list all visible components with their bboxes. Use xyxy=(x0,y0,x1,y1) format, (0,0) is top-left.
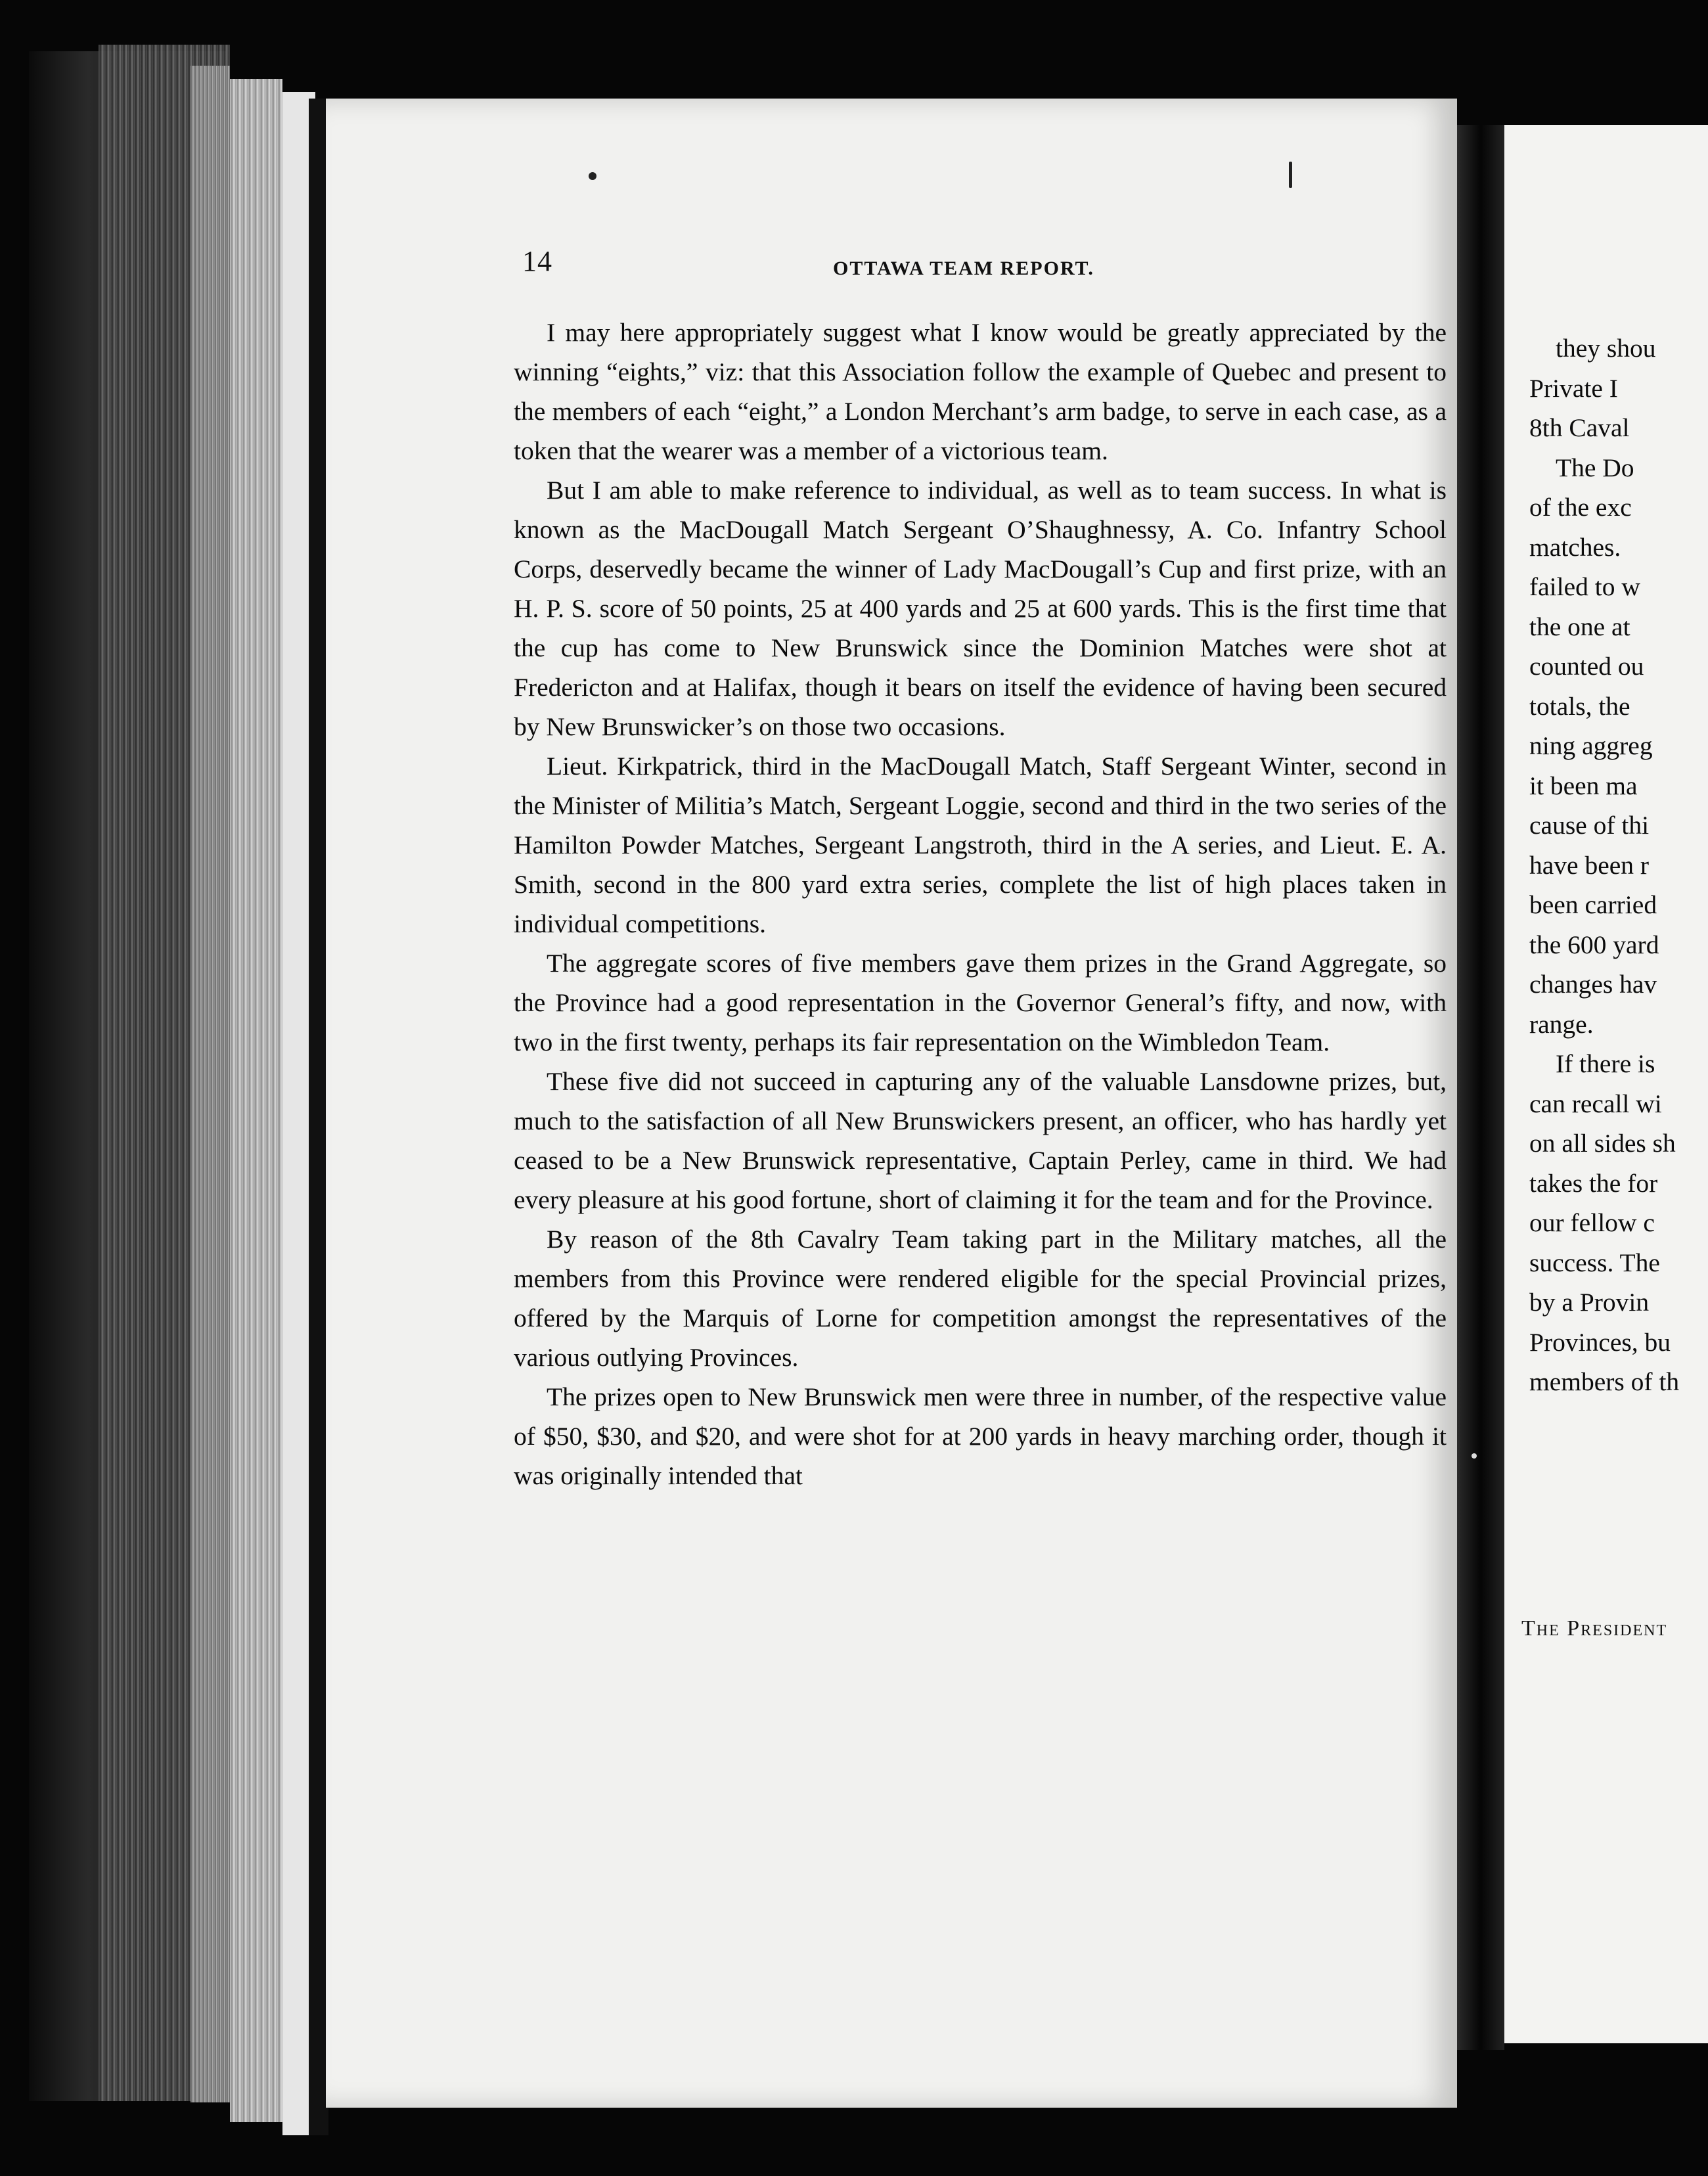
facing-page-text xyxy=(1529,329,1708,1402)
facing-line: range. xyxy=(1529,1009,1594,1039)
facing-line: If there is xyxy=(1556,1049,1655,1078)
facing-page-heading: The President xyxy=(1521,1616,1668,1641)
facing-line: can recall wi xyxy=(1529,1089,1662,1118)
facing-line: totals, the xyxy=(1529,691,1630,721)
paragraph: These five did not succeed in capturing any of the valuable Lansdowne prizes, but, much to the satisfaction of all New Brunswickers present, an officer, who has hardly yet ceased to be a New Brunswick representative, Captain Perley, came in third. We had every pleasure at his good fortune, short of claiming it for the team and for the Province. xyxy=(514,1067,1447,1214)
facing-line: matches. xyxy=(1529,532,1621,562)
paragraph: But I am able to make reference to individual, as well as to team success. In what is known as the MacDougall Match Sergeant O’Shaughnessy, A. Co. Infantry School Corps, deservedly became the winner of Lady MacDougall’s Cup and first prize, with an H. P. S. score of 50 points, 25 at 400 yards and 25 at 600 yards. This is the first time that the cup has come to New Brunswick since the Dominion Matches were shot at Fredericton and at Halifax, though it bears on itself the evidence of having been secured by New Brunswicker’s on those two occasions. xyxy=(514,476,1447,741)
facing-line: by a Provin xyxy=(1529,1288,1650,1317)
scan-speck xyxy=(1472,1453,1477,1459)
facing-line: The Do xyxy=(1556,453,1634,482)
stacked-page-edges xyxy=(191,66,230,2102)
paragraph: The aggregate scores of five members gave them prizes in the Grand Aggregate, so the Province had a good representation in the Governor General’s fifty, and now, with two in the first twenty, perhaps its fair representation on the Wimbledon Team. xyxy=(514,949,1447,1056)
stacked-page-edges xyxy=(230,79,282,2122)
facing-line: cause of thi xyxy=(1529,811,1650,840)
facing-line: of the exc xyxy=(1529,493,1632,522)
scan-speck xyxy=(1289,162,1292,188)
facing-line: failed to w xyxy=(1529,572,1640,601)
paragraph: The prizes open to New Brunswick men were three in number, of the respective value of $50, $30, and $20, and were shot for at 200 yards in heavy marching order, though it was originally intended that xyxy=(514,1382,1447,1490)
page-body xyxy=(514,313,1447,1495)
facing-line: 8th Caval xyxy=(1529,413,1630,442)
paragraph: Lieut. Kirkpatrick, third in the MacDougall Match, Staff Sergeant Winter, second in the Minister of Militia’s Match, Sergeant Loggie, second and third in the two series of the Hamilton Powder Matches, Sergeant Langstroth, third in the A series, and Lieut. E. A. Smith, second in the 800 yard extra series, complete the list of high places taken in individual competitions. xyxy=(514,752,1447,938)
facing-line: it been ma xyxy=(1529,771,1638,800)
running-head: OTTAWA TEAM REPORT. xyxy=(833,258,1094,279)
facing-line: members of th xyxy=(1529,1367,1680,1396)
facing-line: success. The xyxy=(1529,1248,1660,1277)
paragraph: I may here appropriately suggest what I know would be greatly appreciated by the winning “eights,” viz: that this Association follow the example of Quebec and present to the members of each “eight,” a London Merchant’s arm badge, to serve in each case, as a token that the wearer was a member of a victorious team. xyxy=(514,318,1447,465)
scan-speck xyxy=(589,172,596,180)
facing-line: been carried xyxy=(1529,890,1657,919)
facing-line: the one at xyxy=(1529,612,1630,641)
facing-line: takes the for xyxy=(1529,1168,1658,1198)
facing-line: they shou xyxy=(1556,334,1656,363)
page-number: 14 xyxy=(522,245,552,277)
facing-line: counted ou xyxy=(1529,652,1644,681)
facing-line: Private I xyxy=(1529,373,1618,403)
facing-line: have been r xyxy=(1529,850,1650,880)
facing-line: ning aggreg xyxy=(1529,731,1653,760)
facing-line: the 600 yard xyxy=(1529,930,1659,959)
facing-line: on all sides sh xyxy=(1529,1129,1676,1158)
book-gutter xyxy=(1457,125,1504,2050)
facing-line: Provinces, bu xyxy=(1529,1327,1671,1357)
facing-line: our fellow c xyxy=(1529,1208,1655,1237)
facing-line: changes hav xyxy=(1529,970,1657,999)
paragraph: By reason of the 8th Cavalry Team taking part in the Military matches, all the members from this Province were rendered eligible for the special Provincial prizes, offered by the Marquis of Lorne for competition amongst the representatives of the various outlying Provinces. xyxy=(514,1225,1447,1372)
